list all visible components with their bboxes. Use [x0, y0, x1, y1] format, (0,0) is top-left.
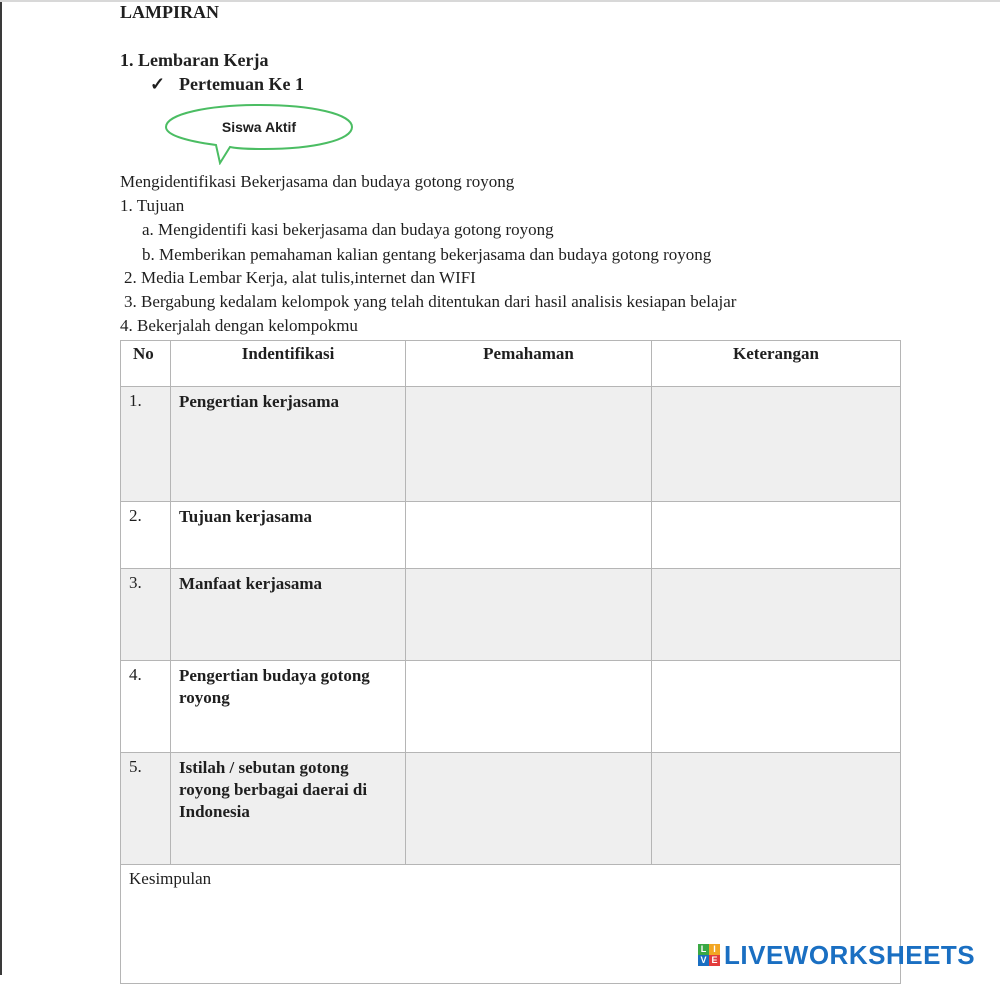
- subsection-title: Pertemuan Ke 1: [179, 74, 304, 94]
- keterangan-answer-field[interactable]: [652, 569, 901, 661]
- logo-icon-letter: E: [709, 955, 720, 966]
- table-header-row: [121, 341, 901, 387]
- table-row: [121, 387, 901, 502]
- page-left-edge: [0, 0, 2, 975]
- logo-icon-letter: L: [698, 944, 709, 955]
- table-row: [121, 569, 901, 661]
- conclusion-field[interactable]: Kesimpulan: [121, 865, 901, 984]
- row-identifikasi: Manfaat kerjasama: [171, 569, 406, 661]
- logo-text: LIVEWORKSHEETS: [724, 939, 976, 970]
- row-identifikasi: Tujuan kerjasama: [171, 502, 406, 569]
- list-item: 4. Bekerjalah dengan kelompokmu: [120, 316, 358, 335]
- pemahaman-answer-field[interactable]: [406, 569, 652, 661]
- keterangan-answer-field[interactable]: [652, 387, 901, 502]
- checkmark-icon: ✓: [150, 74, 166, 94]
- table-row: [121, 661, 901, 753]
- keterangan-answer-field[interactable]: [652, 502, 901, 569]
- list-item: b. Memberikan pemahaman kalian gentang bekerjasama dan budaya gotong royong: [142, 245, 712, 264]
- row-identifikasi: Pengertian kerjasama: [171, 387, 406, 502]
- row-number: 2.: [121, 502, 171, 569]
- row-identifikasi: Pengertian budaya gotong royong: [171, 661, 406, 753]
- row-identifikasi: Istilah / sebutan gotong royong berbagai daerai di Indonesia: [171, 753, 406, 865]
- worksheet-table: [120, 340, 901, 984]
- row-number: 1.: [121, 387, 171, 502]
- row-number: 5.: [121, 753, 171, 865]
- logo-icon-letter: I: [709, 944, 720, 955]
- keterangan-answer-field[interactable]: [652, 661, 901, 753]
- intro-text: Mengidentifikasi Bekerjasama dan budaya gotong royong: [120, 172, 515, 191]
- pemahaman-answer-field[interactable]: [406, 387, 652, 502]
- table-row: [121, 753, 901, 865]
- list-item: 3. Bergabung kedalam kelompok yang telah ditentukan dari hasil analisis kesiapan belajar: [124, 292, 737, 311]
- pemahaman-answer-field[interactable]: [406, 753, 652, 865]
- liveworksheets-logo: [698, 940, 975, 970]
- list-item: a. Mengidentifi kasi bekerjasama dan budaya gotong royong: [142, 220, 554, 239]
- header-pemahaman: Pemahaman: [406, 341, 652, 387]
- list-item: 1. Tujuan: [120, 196, 185, 215]
- row-number: 3.: [121, 569, 171, 661]
- header-no: No: [121, 341, 171, 387]
- pemahaman-answer-field[interactable]: [406, 661, 652, 753]
- row-number: 4.: [121, 661, 171, 753]
- table-row: [121, 502, 901, 569]
- bubble-label: Siswa Aktif: [221, 119, 297, 135]
- header-keterangan: Keterangan: [652, 341, 901, 387]
- logo-icon-letter: V: [698, 955, 709, 966]
- speech-bubble: [164, 103, 356, 165]
- header-identifikasi: Indentifikasi: [171, 341, 406, 387]
- section-title: 1. Lembaran Kerja: [120, 50, 269, 70]
- doc-heading: LAMPIRAN: [120, 2, 219, 22]
- list-item: 2. Media Lembar Kerja, alat tulis,internet dan WIFI: [124, 268, 476, 287]
- keterangan-answer-field[interactable]: [652, 753, 901, 865]
- pemahaman-answer-field[interactable]: [406, 502, 652, 569]
- liveworksheets-logo-icon: [698, 944, 720, 966]
